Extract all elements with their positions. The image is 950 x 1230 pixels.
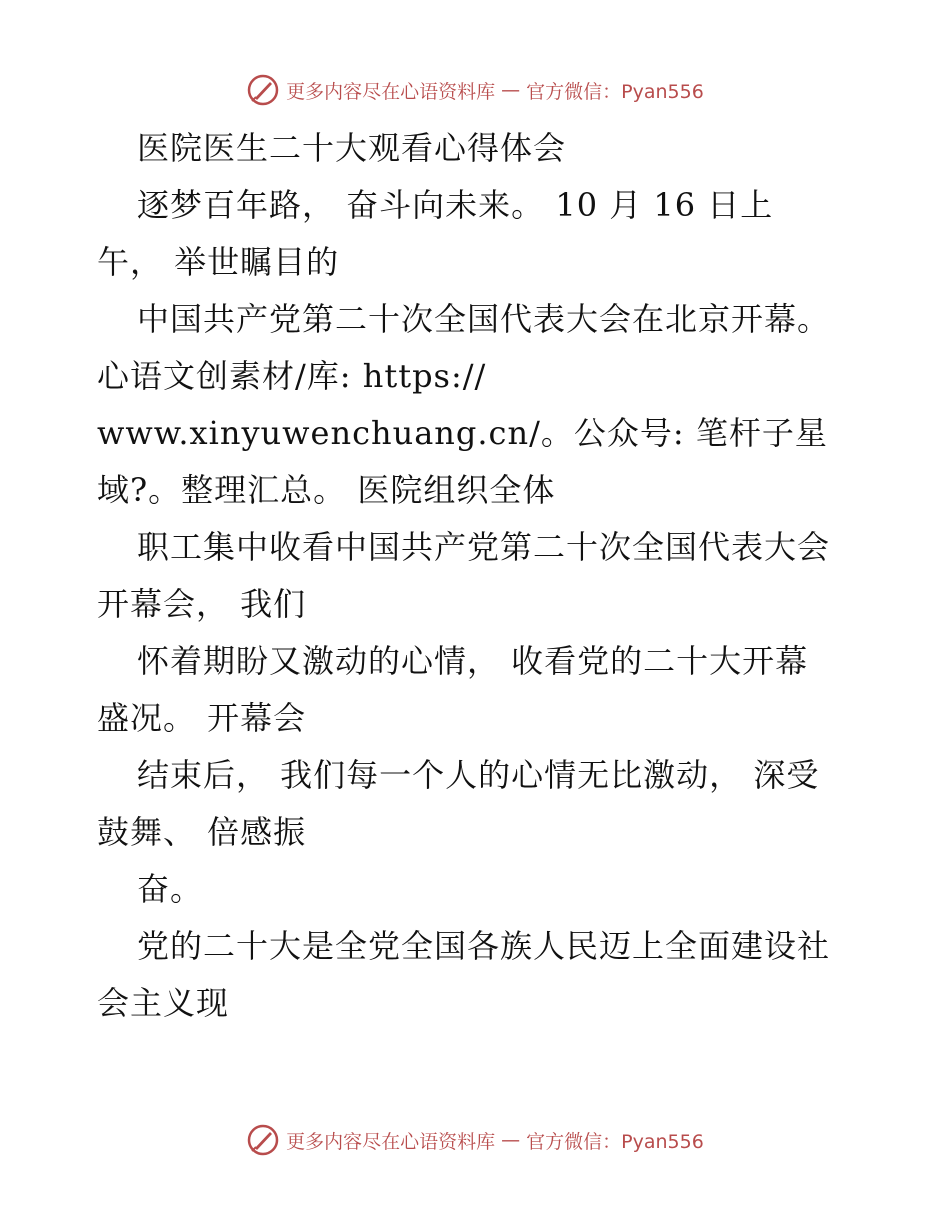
- footer-banner: [0, 1120, 950, 1160]
- text-line: 怀着期盼又激动的心情， 收看党的二十大开幕: [137, 642, 809, 680]
- banner-wechat-text: 官方微信：Pyan556: [526, 80, 704, 103]
- text-line: www.xinyuwenchuang.cn/。公众号: 笔杆子星: [97, 414, 828, 452]
- document-title: 医院医生二十大观看心得体会: [137, 129, 567, 167]
- document-body: [97, 120, 877, 1032]
- banner-site-text: 更多内容尽在心语资料库: [286, 1130, 496, 1153]
- text-line: 奋。: [137, 870, 204, 908]
- text-line: 结束后， 我们每一个人的心情无比激动， 深受: [137, 756, 820, 794]
- text-line: 域?。整理汇总。 医院组织全体: [97, 471, 556, 509]
- text-line: 鼓舞、 倍感振: [97, 813, 307, 851]
- banner-site-text: 更多内容尽在心语资料库: [286, 80, 496, 103]
- text-line: 会主义现: [97, 984, 230, 1022]
- text-line: 逐梦百年路， 奋斗向未来。 10 月 16 日上: [137, 186, 774, 224]
- quill-logo-icon: [246, 73, 280, 107]
- text-line: 午， 举世瞩目的: [97, 243, 340, 281]
- header-banner: [0, 70, 950, 110]
- banner-separator: —: [501, 1129, 521, 1151]
- text-line: 心语文创素材/库: https://: [97, 357, 487, 395]
- banner-separator: —: [501, 79, 521, 101]
- text-line: 党的二十大是全党全国各族人民迈上全面建设社: [137, 927, 831, 965]
- banner-wechat-text: 官方微信：Pyan556: [526, 1130, 704, 1153]
- text-line: 开幕会， 我们: [97, 585, 307, 623]
- quill-logo-icon: [246, 1123, 280, 1157]
- text-line: 盛况。 开幕会: [97, 699, 307, 737]
- text-line: 中国共产党第二十次全国代表大会在北京开幕。: [137, 300, 831, 338]
- text-line: 职工集中收看中国共产党第二十次全国代表大会: [137, 528, 831, 566]
